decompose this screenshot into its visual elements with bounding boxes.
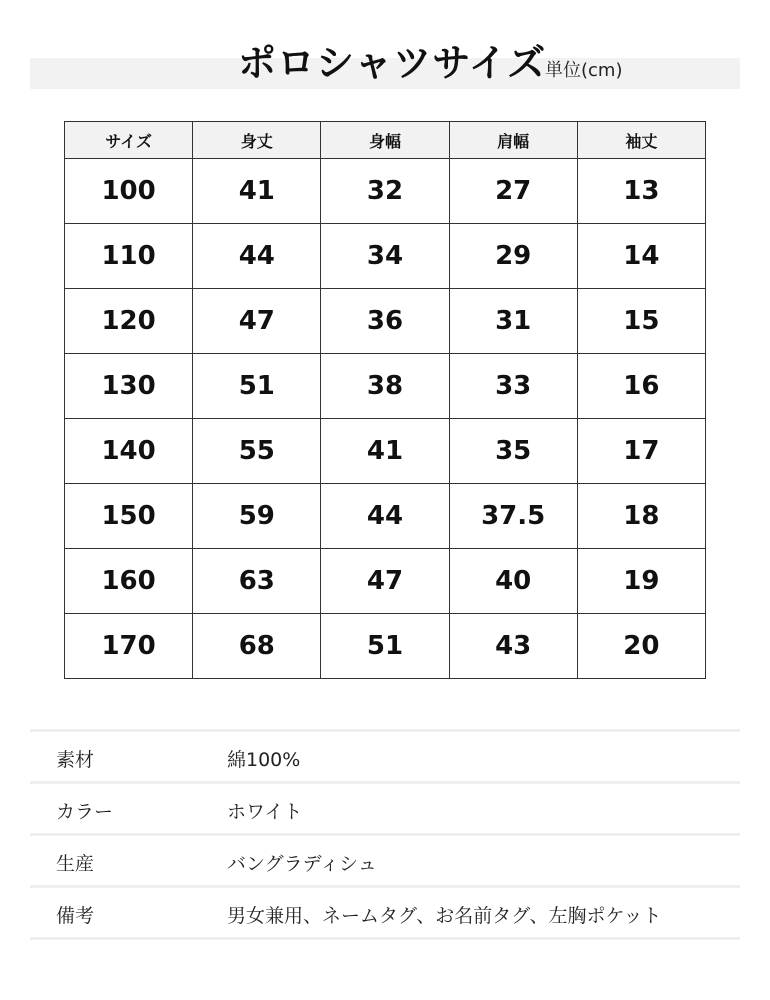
table-cell: 68 [193,614,321,679]
table-cell: 170 [65,614,193,679]
column-header-shoulder-width: 肩幅 [449,122,577,159]
table-cell: 59 [193,484,321,549]
spec-list [30,729,740,940]
table-cell: 20 [577,614,705,679]
table-cell: 14 [577,224,705,289]
table-cell: 63 [193,549,321,614]
table-row [65,354,706,419]
spec-row-color [30,781,740,833]
table-cell: 140 [65,419,193,484]
table-row [65,484,706,549]
table-cell: 16 [577,354,705,419]
spec-label: 素材 [56,749,95,771]
spec-label: カラー [56,801,114,823]
table-cell: 17 [577,419,705,484]
column-header-body-length: 身丈 [193,122,321,159]
table-cell: 40 [449,549,577,614]
table-cell: 31 [449,289,577,354]
table-cell: 18 [577,484,705,549]
size-table [64,121,706,679]
spec-label: 生産 [56,853,95,875]
spec-value: 男女兼用、ネームタグ、お名前タグ、左胸ポケット [227,905,662,927]
table-cell: 43 [449,614,577,679]
table-cell: 51 [321,614,449,679]
table-cell: 36 [321,289,449,354]
table-cell: 15 [577,289,705,354]
table-row [65,289,706,354]
table-cell: 47 [193,289,321,354]
table-cell: 35 [449,419,577,484]
table-cell: 32 [321,159,449,224]
table-cell: 27 [449,159,577,224]
column-header-size: サイズ [65,122,193,159]
table-cell: 100 [65,159,193,224]
table-row [65,159,706,224]
table-cell: 33 [449,354,577,419]
table-cell: 41 [321,419,449,484]
table-cell: 130 [65,354,193,419]
table-cell: 51 [193,354,321,419]
table-cell: 44 [193,224,321,289]
table-cell: 38 [321,354,449,419]
spec-value: バングラディシュ [227,853,377,875]
table-cell: 29 [449,224,577,289]
table-cell: 150 [65,484,193,549]
table-row [65,224,706,289]
table-cell: 13 [577,159,705,224]
table-cell: 37.5 [449,484,577,549]
table-cell: 34 [321,224,449,289]
unit-label: 単位(cm) [545,60,623,81]
spec-row-material [30,729,740,781]
table-cell: 44 [321,484,449,549]
spec-row-production [30,833,740,885]
table-row [65,419,706,484]
spec-value: ホワイト [227,801,303,823]
column-header-sleeve-length: 袖丈 [577,122,705,159]
spec-row-notes [30,885,740,940]
table-row [65,549,706,614]
column-header-body-width: 身幅 [321,122,449,159]
table-cell: 19 [577,549,705,614]
table-cell: 110 [65,224,193,289]
table-row [65,614,706,679]
table-cell: 47 [321,549,449,614]
table-cell: 55 [193,419,321,484]
page-title: ポロシャツサイズ [238,41,547,85]
table-header-row [65,122,706,159]
table-cell: 160 [65,549,193,614]
spec-value: 綿100% [227,749,301,771]
table-cell: 120 [65,289,193,354]
table-cell: 41 [193,159,321,224]
spec-label: 備考 [56,905,95,927]
